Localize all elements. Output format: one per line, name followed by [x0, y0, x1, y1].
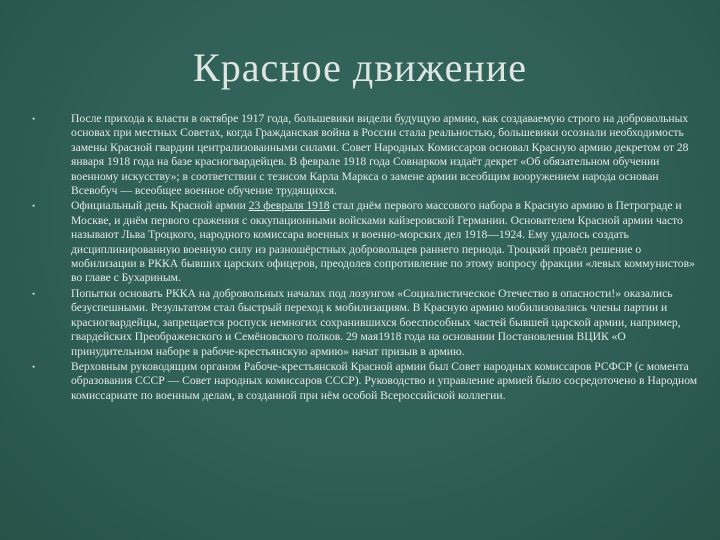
- bullet-icon: •: [32, 114, 36, 124]
- list-item-text-before: Официальный день Красной армии: [71, 199, 249, 213]
- bullet-icon: •: [32, 201, 36, 212]
- list-item: [28, 199, 700, 285]
- list-item-text: [71, 199, 695, 284]
- list-item-text: После прихода к власти в октябре 1917 года, большевики видели будущую армию, как создаваемую строго на добровольных основах при местных Советах, когда Гражданская война в России стала реальностью, большевики осознали необходимость замены Красной гвардии централизованными силами. Совет Народных Комиссаров основал Красную армию декретом от 28 января 1918 года на базе красногвардейцев. В феврале 1918 года Совнарком издаёт декрет «Об обязательном обучении военному искусству»; в соответствии с тезисом Карла Маркса о замене армии всеобщим вооружением народа основан Всевобуч — всеобщее военное обучение трудящихся.: [71, 112, 689, 198]
- bullet-icon: •: [32, 288, 36, 299]
- bullet-icon: •: [32, 361, 36, 372]
- date-link[interactable]: 23 февраля 1918: [248, 199, 330, 213]
- list-item-text-after: стал днём первого массового набора в Красную армию в Петрограде и Москве, и днём первого сражения с оккупационными войсками кайзеровской Германии. Основателем Красной армии часто называют Льва Троцкого, народного комиссара военных и военно-морских дел 1918—1924. Ему удалось создать дисциплинированную военную силу из разношёрстных добровольцев раннего периода. Троцкий провёл решение о мобилизации в РККА бывших царских офицеров, преодолев сопротивление по этому вопросу фракции «левых коммунистов» во главе с Бухариным.: [71, 199, 695, 285]
- bullet-list: [28, 112, 700, 404]
- list-item-text: Верховным руководящим органом Рабоче-крестьянской Красной армии был Совет народных комиссаров РСФСР (с момента образования СССР — Совет народных комиссаров СССР). Руководство и управление армией было сосредоточено в Народном комиссариате по военным делам, в созданной при нём особой Всероссийской коллегии.: [71, 359, 698, 402]
- list-item: [28, 287, 700, 359]
- list-item: [28, 112, 700, 198]
- list-item-text: Попытки основать РККА на добровольных началах под лозунгом «Социалистическое Отечество в опасности!» оказались безуспешными. Результатом стал быстрый переход к мобилизациям. В Красную армию мобилизовались члены партии и красногвардейцы, запрещается роспуск немногих сохранившихся боеспособных частей бывшей царской армии, например, гвардейских Преображенского и Семёновского полков. 29 мая1918 года на основании Постановления ВЦИК «О принудительном наборе в рабоче-крестьянскую армию» начат призыв в армию.: [71, 286, 681, 358]
- slide-title: Красное движение: [193, 45, 527, 90]
- list-item: [28, 360, 700, 403]
